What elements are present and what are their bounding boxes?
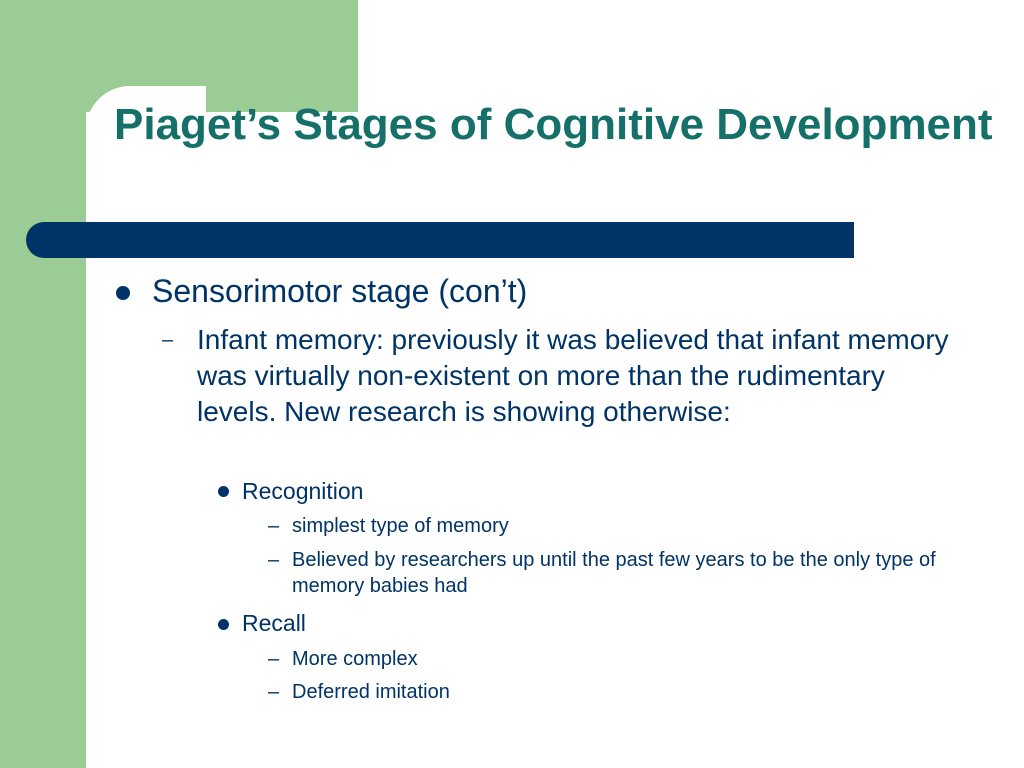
bullet-sensorimotor: Sensorimotor stage (con’t) — [152, 273, 528, 309]
bullet-recognition: Recognition — [242, 478, 364, 504]
bullet-infant-memory: Infant memory: previously it was believed that infant memory was virtually non-existent on more than the rudimentary levels. New research is showing otherwise: — [197, 324, 949, 427]
dash-icon: – — [268, 681, 280, 703]
bullet-recall-sub-2: Deferred imitation — [292, 681, 450, 703]
dash-icon: – — [268, 648, 280, 670]
bullet-recall: Recall — [242, 610, 306, 636]
bullet-dot-icon — [218, 619, 229, 630]
bullet-dot-icon — [116, 286, 130, 300]
dash-icon: – — [268, 515, 280, 537]
dash-icon: – — [162, 329, 174, 351]
bullet-recognition-sub-1: simplest type of memory — [292, 515, 509, 537]
dash-icon: – — [268, 549, 280, 571]
slide-title: Piaget’s Stages of Cognitive Development — [114, 100, 993, 149]
bullet-dot-icon — [218, 486, 229, 497]
bullet-recall-sub-1: More complex — [292, 648, 418, 670]
bullet-recognition-sub-2: Believed by researchers up until the past few years to be the only type of memory babies had — [292, 549, 936, 597]
